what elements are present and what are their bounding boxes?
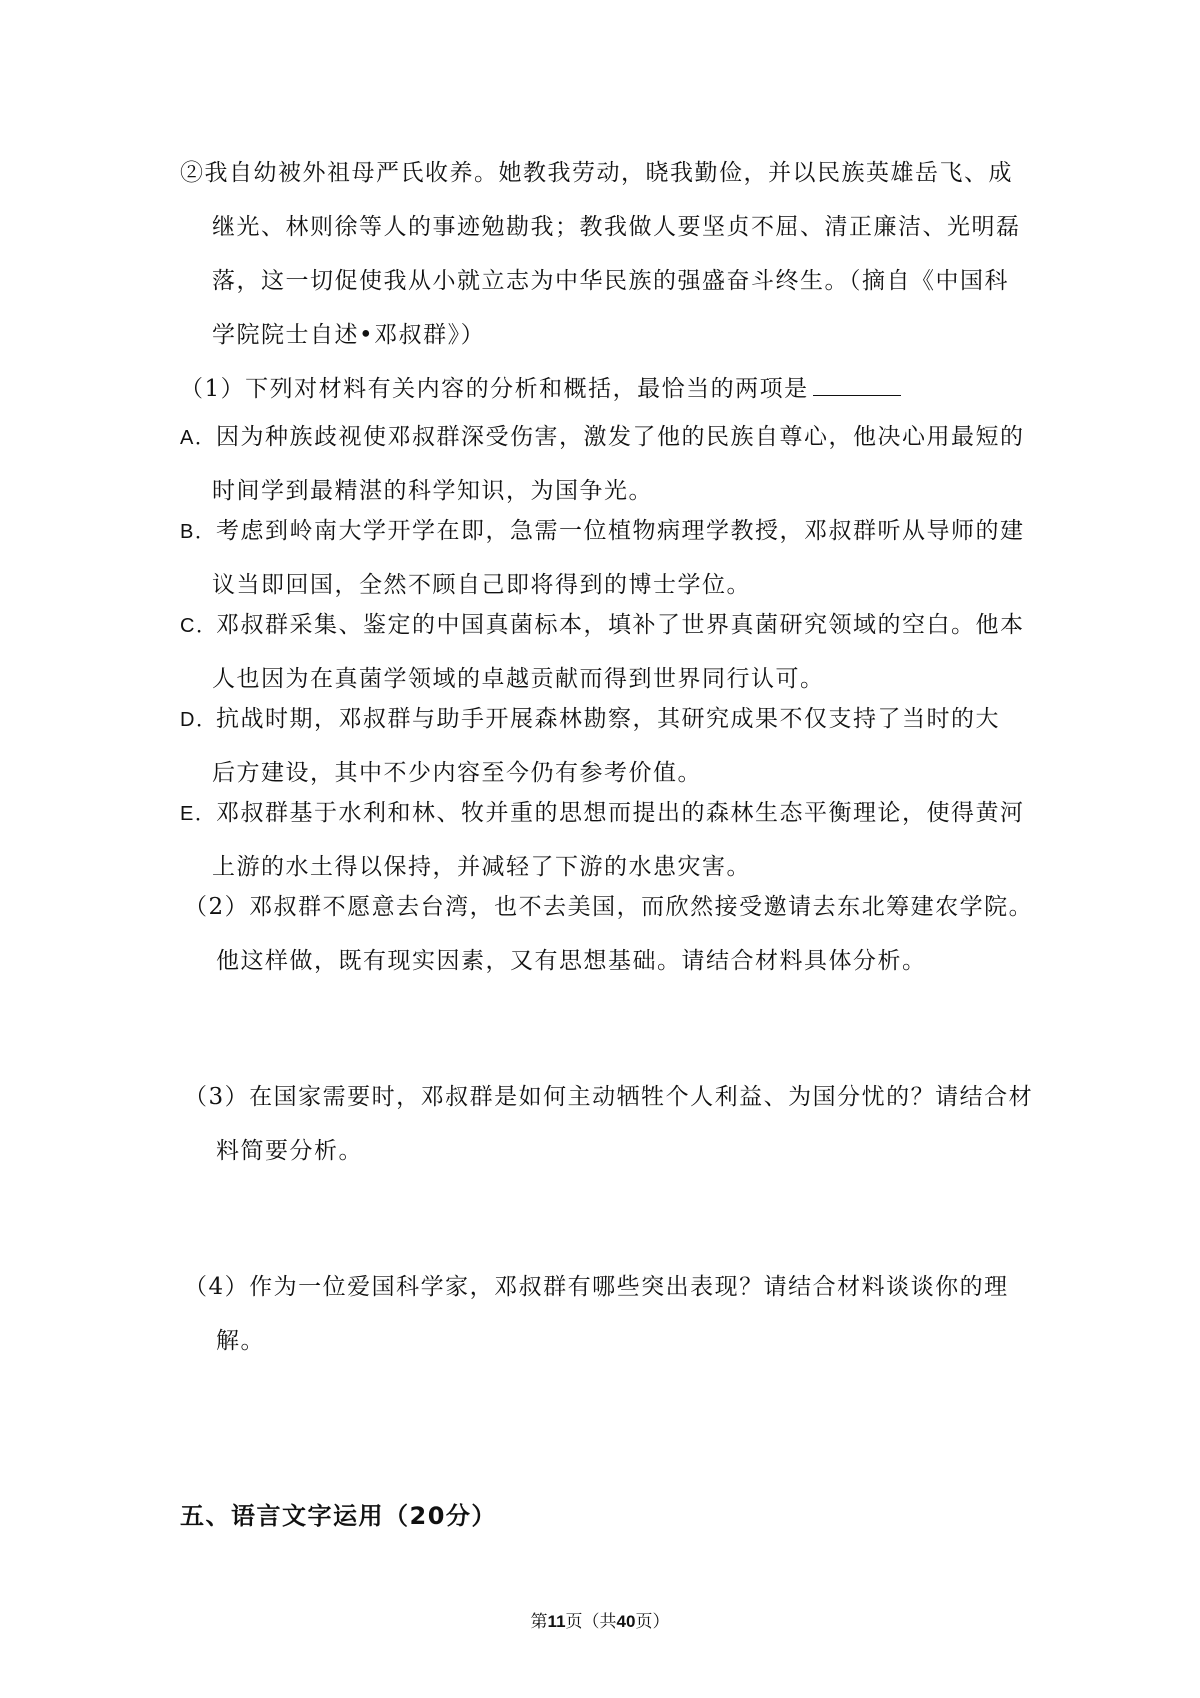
option-b	[180, 504, 1025, 612]
option-text: 议当即回国，全然不顾自己即将得到的博士学位。	[212, 572, 751, 598]
section-heading: 五、语言文字运用（20分）	[180, 1502, 497, 1530]
option-text: 因为种族歧视使邓叔群深受伤害，激发了他的民族自尊心，他决心用最短的	[216, 424, 1025, 450]
question-3	[184, 1070, 1033, 1178]
answer-blank[interactable]	[813, 394, 901, 396]
question-4-line: （4）作为一位爱国科学家，邓叔群有哪些突出表现？请结合材料谈谈你的理	[184, 1274, 1009, 1300]
option-text: 考虑到岭南大学开学在即，急需一位植物病理学教授，邓叔群听从导师的建	[216, 518, 1025, 544]
question-1	[180, 362, 901, 416]
option-text: 后方建设，其中不少内容至今仍有参考价值。	[212, 760, 702, 786]
option-text: 抗战时期，邓叔群与助手开展森林勘察，其研究成果不仅支持了当时的大	[216, 706, 1000, 732]
option-text: 上游的水土得以保持，并减轻了下游的水患灾害。	[212, 854, 751, 880]
material-line: ②我自幼被外祖母严氏收养。她教我劳动，晓我勤俭，并以民族英雄岳飞、成	[180, 160, 1013, 186]
page-footer: 第11页（共40页）	[530, 1612, 670, 1632]
page-number: 11	[547, 1612, 566, 1631]
question-2-line: （2）邓叔群不愿意去台湾，也不去美国，而欣然接受邀请去东北筹建农学院。	[184, 894, 1034, 920]
option-letter: C．	[180, 615, 218, 637]
material-line: 落，这一切促使我从小就立志为中华民族的强盛奋斗终生。（摘自《中国科	[212, 268, 1009, 294]
page-total: 40	[616, 1612, 636, 1631]
option-letter: B．	[180, 521, 217, 543]
option-text: 时间学到最精湛的科学知识，为国争光。	[212, 478, 653, 504]
option-text: 人也因为在真菌学领域的卓越贡献而得到世界同行认可。	[212, 666, 825, 692]
option-text: 邓叔群基于水利和林、牧并重的思想而提出的森林生态平衡理论，使得黄河	[216, 800, 1025, 826]
material-line: 继光、林则徐等人的事迹勉勘我；教我做人要坚贞不屈、清正廉洁、光明磊	[212, 214, 1021, 240]
option-d	[180, 692, 1000, 800]
question-3-line: 料简要分析。	[216, 1138, 363, 1164]
option-text: 邓叔群采集、鉴定的中国真菌标本，填补了世界真菌研究领域的空白。他本	[216, 612, 1025, 638]
question-4	[184, 1260, 1009, 1368]
option-e	[180, 786, 1025, 894]
question-1-prompt: （1）下列对材料有关内容的分析和概括，最恰当的两项是	[180, 376, 809, 402]
option-letter: E．	[180, 803, 217, 825]
material-paragraph	[180, 146, 1021, 362]
option-letter: D．	[180, 709, 218, 731]
question-4-line: 解。	[216, 1328, 265, 1354]
question-3-line: （3）在国家需要时，邓叔群是如何主动牺牲个人利益、为国分忧的？请结合材	[184, 1084, 1034, 1110]
option-a	[180, 410, 1025, 518]
question-2-line: 他这样做，既有现实因素，又有思想基础。请结合材料具体分析。	[216, 948, 927, 974]
material-line: 学院院士自述•邓叔群》）	[212, 322, 486, 348]
option-letter: A．	[180, 427, 217, 449]
question-2	[184, 880, 1033, 988]
option-c	[180, 598, 1025, 706]
